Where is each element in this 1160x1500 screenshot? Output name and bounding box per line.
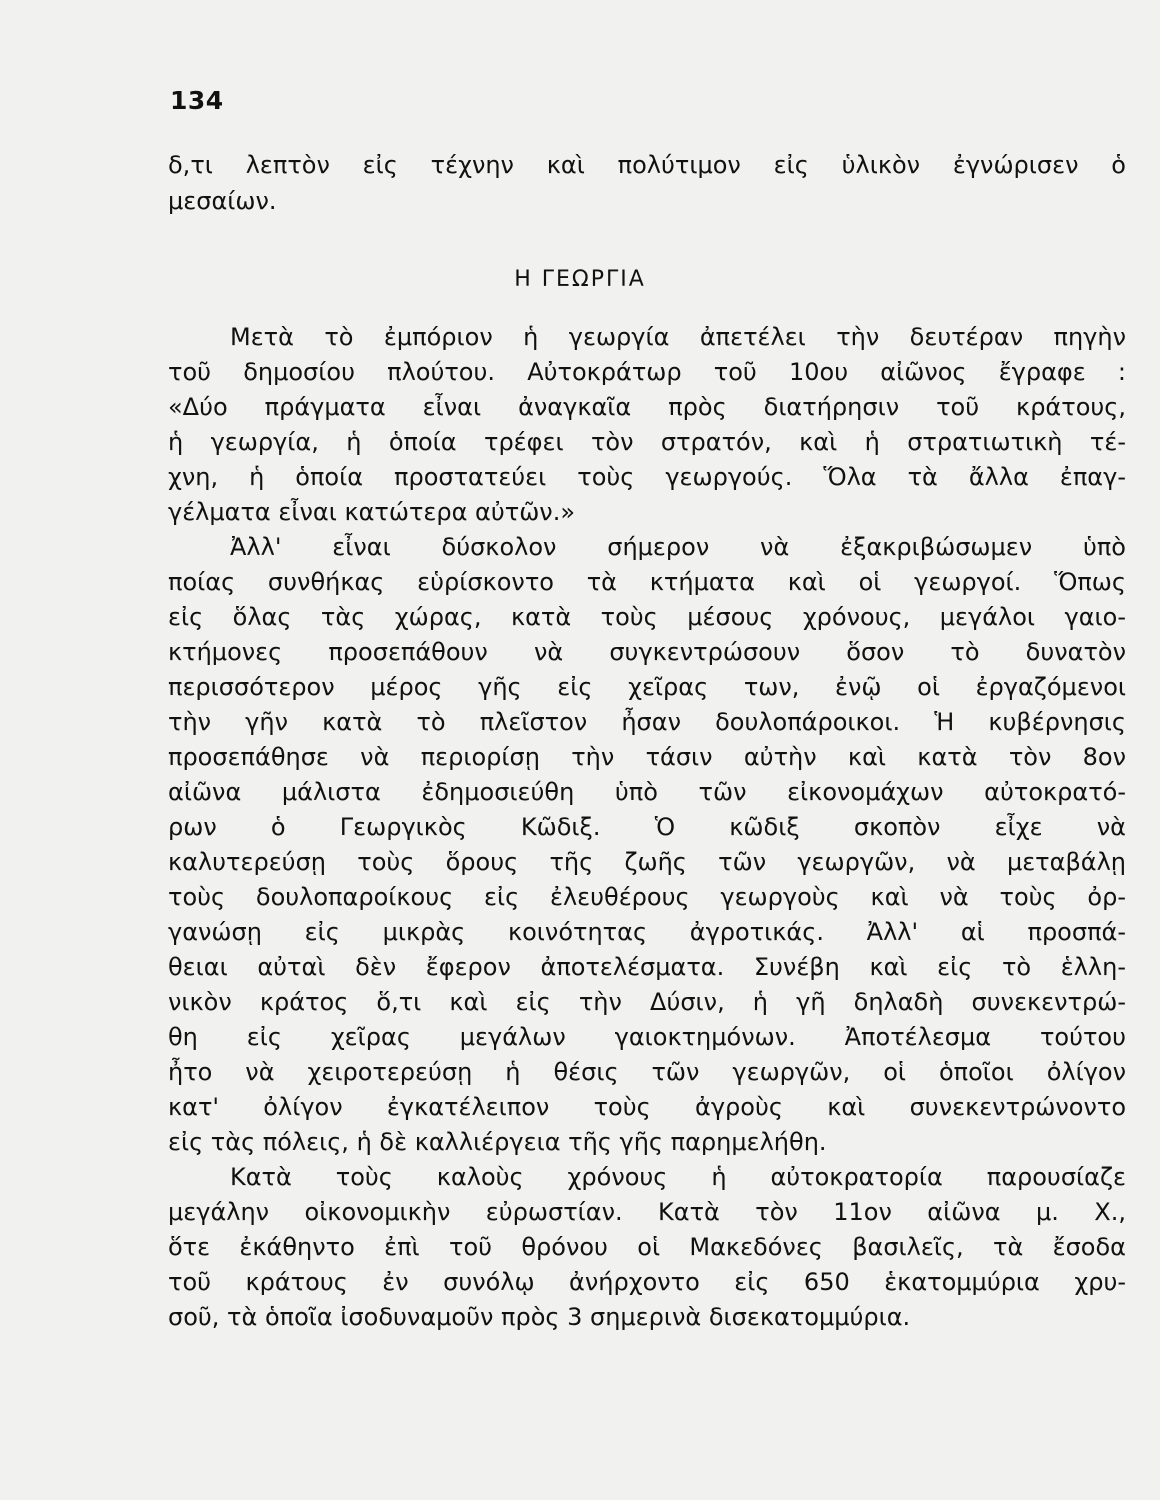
text-line: προσεπάθησε νὰ περιορίσῃ τὴν τάσιν αὐτὴν καὶ κατὰ τὸν 8ον [168, 743, 1126, 771]
text-line: μεσαίων. [168, 187, 277, 215]
text-line: γανώσῃ εἰς μικρὰς κοινότητας ἀγροτικάς. Ἀλλ' αἱ προσπά- [168, 918, 1126, 946]
text-line: ἦτο νὰ χειροτερεύσῃ ἡ θέσις τῶν γεωργῶν, οἱ ὁποῖοι ὀλίγον [168, 1058, 1126, 1086]
text-line: θη εἰς χεῖρας μεγάλων γαιοκτημόνων. Ἀποτέλεσμα τούτου [168, 1023, 1126, 1051]
text-line: εἰς τὰς πόλεις, ἡ δὲ καλλιέργεια τῆς γῆς παρημελήθη. [168, 1128, 827, 1156]
text-line: τοῦ δημοσίου πλούτου. Αὐτοκράτωρ τοῦ 10ου αἰῶνος ἔγραφε : [168, 358, 1126, 386]
text-line: χνη, ἡ ὁποία προστατεύει τοὺς γεωργούς. Ὅλα τὰ ἄλλα ἐπαγ- [168, 463, 1126, 491]
text-line: αἰῶνα μάλιστα ἐδημοσιεύθη ὑπὸ τῶν εἰκονομάχων αὐτοκρατό- [168, 778, 1126, 806]
text-line: ὅτε ἐκάθηντο ἐπὶ τοῦ θρόνου οἱ Μακεδόνες βασιλεῖς, τὰ ἔσοδα [168, 1233, 1126, 1261]
text-line: τοὺς δουλοπαροίκους εἰς ἐλευθέρους γεωργοὺς καὶ νὰ τοὺς ὀρ- [168, 883, 1126, 911]
text-line: γέλματα εἶναι κατώτερα αὐτῶν.» [168, 498, 576, 526]
text-line: εἰς ὅλας τὰς χώρας, κατὰ τοὺς μέσους χρόνους, μεγάλοι γαιο- [168, 603, 1126, 631]
text-line: Μετὰ τὸ ἐμπόριον ἡ γεωργία ἀπετέλει τὴν δευτέραν πηγὴν [230, 323, 1126, 351]
text-line: ἡ γεωργία, ἡ ὁποία τρέφει τὸν στρατόν, καὶ ἡ στρατιωτικὴ τέ- [168, 428, 1126, 456]
text-line: Κατὰ τοὺς καλοὺς χρόνους ἡ αὐτοκρατορία παρουσίαζε [230, 1163, 1126, 1191]
text-line: καλυτερεύσῃ τοὺς ὅρους τῆς ζωῆς τῶν γεωργῶν, νὰ μεταβάλῃ [168, 848, 1126, 876]
text-line: περισσότερον μέρος γῆς εἰς χεῖρας των, ἐνῷ οἱ ἐργαζόμενοι [168, 673, 1126, 701]
text-line: «Δύο πράγματα εἶναι ἀναγκαῖα πρὸς διατήρησιν τοῦ κράτους, [168, 393, 1126, 421]
text-line: σοῦ, τὰ ὁποῖα ἰσοδυναμοῦν πρὸς 3 σημερινὰ δισεκατομμύρια. [168, 1303, 911, 1331]
text-line: θειαι αὐταὶ δὲν ἔφερον ἀποτελέσματα. Συνέβη καὶ εἰς τὸ ἑλλη- [168, 953, 1126, 981]
text-line: τὴν γῆν κατὰ τὸ πλεῖστον ἦσαν δουλοπάροικοι. Ἡ κυβέρνησις [168, 708, 1126, 736]
text-line: ποίας συνθήκας εὑρίσκοντο τὰ κτήματα καὶ οἱ γεωργοί. Ὅπως [168, 568, 1126, 596]
text-line: δ,τι λεπτὸν εἰς τέχνην καὶ πολύτιμον εἰς ὑλικὸν ἐγνώρισεν ὁ [168, 151, 1126, 179]
page-number: 134 [170, 86, 224, 115]
text-line: μεγάλην οἰκονομικὴν εὐρωστίαν. Κατὰ τὸν 11ον αἰῶνα μ. Χ., [168, 1198, 1126, 1226]
text-line: κτήμονες προσεπάθουν νὰ συγκεντρώσουν ὅσον τὸ δυνατὸν [168, 638, 1126, 666]
text-line: ρων ὁ Γεωργικὸς Κῶδιξ. Ὁ κῶδιξ σκοπὸν εἶχε νὰ [168, 813, 1126, 841]
section-heading: Η ΓΕΩΡΓΙΑ [514, 267, 646, 292]
text-line: νικὸν κράτος ὅ,τι καὶ εἰς τὴν Δύσιν, ἡ γῆ δηλαδὴ συνεκεντρώ- [168, 988, 1126, 1016]
text-line: κατ' ὀλίγον ἐγκατέλειπον τοὺς ἀγροὺς καὶ συνεκεντρώνοντο [168, 1093, 1126, 1121]
text-line: Ἀλλ' εἶναι δύσκολον σήμερον νὰ ἐξακριβώσωμεν ὑπὸ [230, 533, 1126, 561]
text-line: τοῦ κράτους ἐν συνόλῳ ἀνήρχοντο εἰς 650 ἑκατομμύρια χρυ- [168, 1268, 1126, 1296]
